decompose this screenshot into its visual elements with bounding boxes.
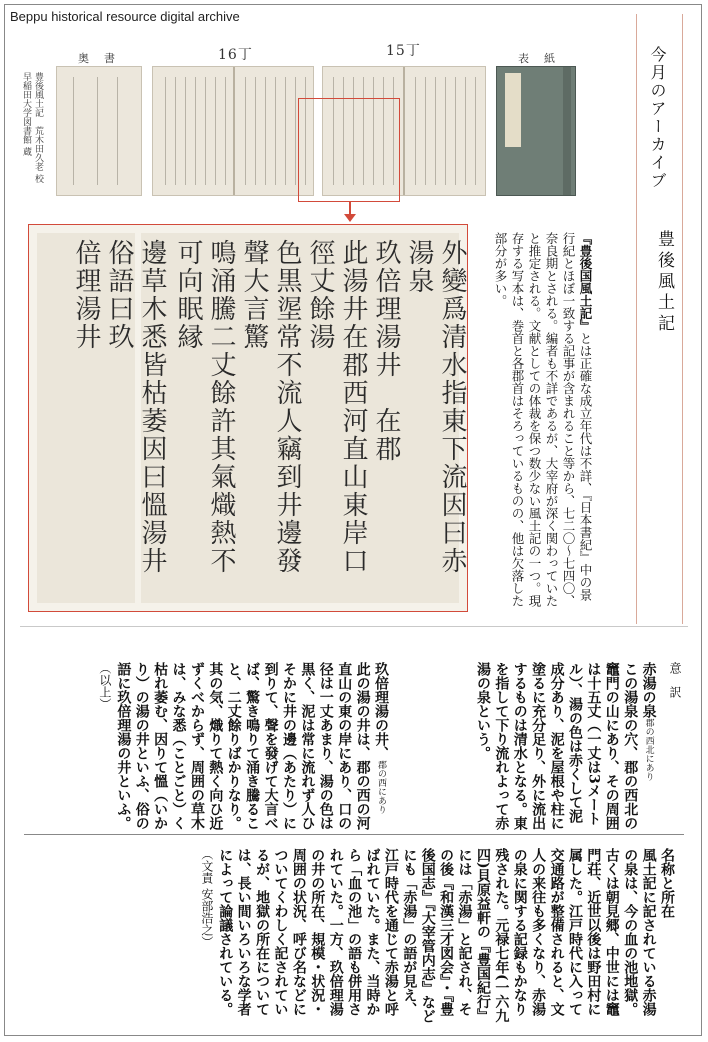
translation-heading: 意 訳 — [668, 662, 682, 698]
intro-text — [492, 232, 594, 612]
kuberi-body: 此の湯の井は、郡の西の河直山の東の岸にあり、口の径は一丈あまり、湯の色は黒く、泥は常に流れず人ひそかに井の邊（あたり）に到りて、聲を發げて大言べば、驚き鳴りて涌き騰ること、二丈餘りばかりなり。其の気、熾りて熱く向ひ近ずくべからず、周囲の草木は、みな悉（ことごと）く枯れ萎む、因りて慍（いかり）の湯の井といふ、俗の語に玖倍理湯の井といふ。 — [115, 662, 371, 830]
manuscript-left-text: 邊草木悉皆枯萎因曰慍湯井俗語曰玖 倍理湯井 — [71, 239, 167, 575]
colophon-thumbnail[interactable] — [56, 66, 142, 196]
caption-cover: 表 紙 — [518, 52, 557, 65]
page16-thumbnail[interactable] — [152, 66, 314, 196]
cover-thumbnail[interactable] — [496, 66, 576, 196]
intro-term: 『豊後国風土記』 — [578, 232, 593, 332]
translation-akayu — [474, 662, 684, 830]
names-section — [40, 848, 676, 1026]
names-author: （文責 安部浩之） — [199, 848, 214, 948]
sidebar-title: 今月のアーカイブ — [648, 46, 667, 190]
caption-colophon: 奥 書 — [78, 52, 117, 65]
translation-end: （以上） — [97, 662, 112, 710]
mid-divider — [24, 834, 684, 835]
akayu-note: 郡の西北にあり — [643, 718, 654, 781]
sidebar-subject: 豊後風土記 — [654, 230, 674, 335]
names-heading: 名称と所在 — [659, 848, 675, 918]
zoom-arrow-icon — [344, 214, 356, 222]
colophon-caption-text: 豊後風土記 荒木田久老 校 早稲田大学図書館 蔵 — [21, 72, 43, 183]
sidebar-rule-left — [636, 14, 637, 624]
caption-page15: 15丁 — [386, 43, 421, 59]
manuscript-enlargement — [28, 224, 468, 612]
manuscript-right-text: 外變爲清水指東下流因曰赤湯泉 玖倍理湯井 在郡 此湯井在郡西河直山東岸口徑丈餘湯 色黒埿常不流人竊到井邊發聲大言驚 鳴涌騰二丈餘許其氣熾熱不可向眠縁 — [173, 239, 467, 575]
akayu-title: 赤湯の泉 — [640, 662, 657, 718]
kuberi-note: 郡の西にあり — [376, 760, 386, 814]
archive-title: Beppu historical resource digital archive — [10, 9, 240, 24]
section-divider — [20, 626, 688, 627]
cover-spine — [563, 67, 571, 195]
cover-title-label — [505, 73, 521, 147]
names-body: 風土記に記されている赤湯の泉は、今の血の池地獄。古くは朝見郷、中世には竈門荘、近世以後は野田村に属した。江戸時代に入って交通路が整備されると、文人の来往も多くなり、赤湯の泉に関する記録もかなり残された。元禄七年(一六九四)貝原益軒の『豊国紀行』には「赤湯」と記され、その後『和漢三才図会』・『豊後国志』『大宰管内志』などにも「赤湯」の語が見え、江戸時代を通じて赤湯と呼ばれていた。また、当時から「血の池」の語も併用されていた。一方、玖倍理湯の井の所在、規模・状況・周囲の状況、呼び名などについてくわしく記されているが、地獄の所在については、長い間いろいろな学者によって論議されている。 — [217, 848, 657, 1023]
translation-kuberi — [40, 662, 390, 830]
zoom-highlight-box — [298, 98, 400, 202]
akayu-body: この湯泉の穴、郡の西北の竈門の山にあり、その周囲は十五丈（一丈は3メートル）、湯の色は赤くして泥成分あり、泥を屋根や柱に塗るに充分足り、外に流出するものは清水となる。東を指して下り流れよって赤湯の泉という。 — [474, 662, 639, 830]
kuberi-title: 玖倍理湯の井、 — [373, 662, 389, 760]
sidebar-rule-right — [682, 14, 683, 624]
caption-page16: 16丁 — [218, 47, 253, 63]
intro-body: とは正確な成立年代は不詳、『日本書紀』中の景行紀とほぼ一致する記事が含まれること等から、七二〇〜七四〇、奈良期とされる。編者も不詳であるが、大宰府が深く関わっていたと推定される。文献としての体裁を保つ数少ない風土記の一つ。現存する写本は、巻首と各郡首はそろっているものの、他は欠落した部分が多い。 — [493, 232, 593, 607]
